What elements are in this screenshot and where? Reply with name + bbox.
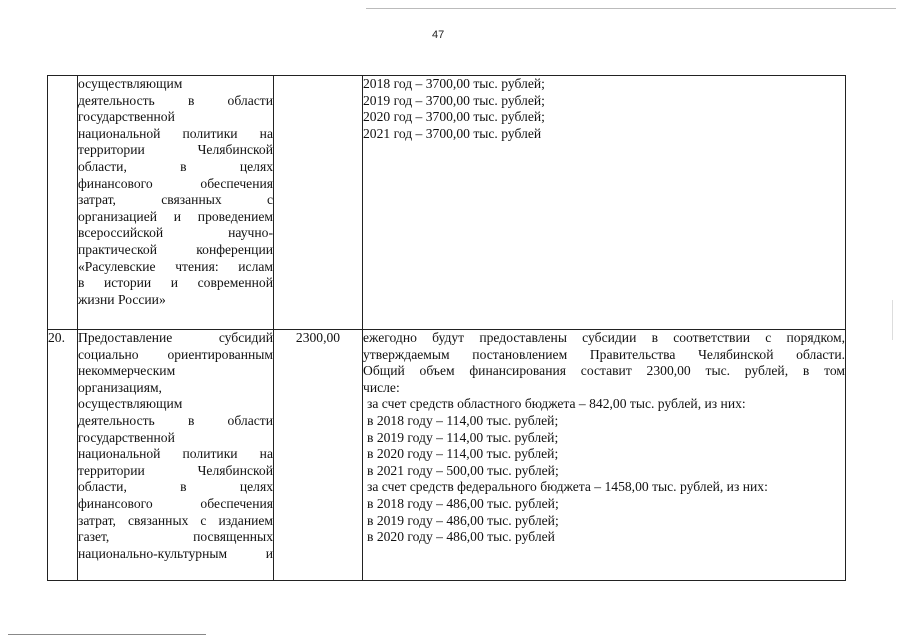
sum-cell: 2300,00 xyxy=(274,330,363,581)
desc-line: утверждаемым постановлением Правительства Челябинской области. xyxy=(363,346,845,362)
name-line: Предоставление субсидий xyxy=(78,330,273,345)
desc-line: за счет средств федерального бюджета – 1458,00 тыс. рублей, из них: xyxy=(367,479,768,495)
desc-line: в 2019 году – 114,00 тыс. рублей; xyxy=(367,429,559,445)
desc-line: 2021 год – 3700,00 тыс. рублей xyxy=(363,125,542,141)
name-line: «Расулевские чтения: ислам xyxy=(78,258,273,274)
name-line: государственной xyxy=(78,429,175,445)
table-row xyxy=(48,330,846,581)
desc-line: в 2020 году – 486,00 тыс. рублей xyxy=(367,529,555,545)
measure-name-cell xyxy=(78,330,274,581)
measure-name-cell xyxy=(78,76,274,330)
footnote-rule xyxy=(8,634,206,635)
page-number: 47 xyxy=(432,29,445,41)
name-line: в истории и современной xyxy=(78,275,273,291)
name-line: национальной политики на xyxy=(78,125,273,141)
desc-line: 2018 год – 3700,00 тыс. рублей; xyxy=(363,76,545,91)
name-line: деятельность в области xyxy=(78,412,273,428)
name-line: осуществляющим xyxy=(78,76,183,91)
name-line: некоммерческим xyxy=(78,363,176,379)
name-line: финансового обеспечения xyxy=(78,175,273,191)
desc-line: за счет средств областного бюджета – 842,00 тыс. рублей, из них: xyxy=(367,396,746,412)
name-line: жизни России» xyxy=(78,291,166,307)
name-line: социально ориентированным xyxy=(78,346,273,362)
table-row xyxy=(48,76,846,330)
row-number-cell: 20. xyxy=(48,330,78,581)
sum-cell xyxy=(274,76,363,330)
desc-line: 2019 год – 3700,00 тыс. рублей; xyxy=(363,92,545,108)
name-line: территории Челябинской xyxy=(78,462,273,478)
top-rule xyxy=(366,8,896,9)
name-line: территории Челябинской xyxy=(78,142,273,158)
name-line: области, в целях xyxy=(78,479,273,495)
name-line: всероссийской научно- xyxy=(78,225,273,241)
name-line: практической конференции xyxy=(78,241,273,257)
name-line: национальной политики на xyxy=(78,446,273,462)
desc-line: числе: xyxy=(363,379,400,395)
row-number-cell xyxy=(48,76,78,330)
desc-line: в 2020 году – 114,00 тыс. рублей; xyxy=(367,446,559,462)
name-line: области, в целях xyxy=(78,158,273,174)
name-line: финансового обеспечения xyxy=(78,495,273,511)
name-line: осуществляющим xyxy=(78,396,183,412)
desc-line: в 2019 году – 486,00 тыс. рублей; xyxy=(367,512,559,528)
desc-line: в 2018 году – 114,00 тыс. рублей; xyxy=(367,412,559,428)
desc-line: ежегодно будут предоставлены субсидии в соответствии с порядком, xyxy=(363,330,845,345)
name-line: организациям, xyxy=(78,379,162,395)
description-cell xyxy=(363,330,846,581)
desc-line: 2020 год – 3700,00 тыс. рублей; xyxy=(363,109,545,125)
name-line: газет, посвященных xyxy=(78,529,273,545)
name-line: национально-культурным и xyxy=(78,545,273,561)
description-cell xyxy=(363,76,846,330)
desc-line: в 2018 году – 486,00 тыс. рублей; xyxy=(367,495,559,511)
scan-mark xyxy=(892,300,893,340)
desc-line: в 2021 году – 500,00 тыс. рублей; xyxy=(367,462,559,478)
name-line: затрат, связанных с xyxy=(78,192,273,208)
name-line: деятельность в области xyxy=(78,92,273,108)
name-line: затрат, связанных с изданием xyxy=(78,512,273,528)
name-line: организацией и проведением xyxy=(78,208,273,224)
name-line: государственной xyxy=(78,109,175,125)
program-table xyxy=(47,75,846,581)
desc-line: Общий объем финансирования составит 2300,00 тыс. рублей, в том xyxy=(363,363,845,379)
